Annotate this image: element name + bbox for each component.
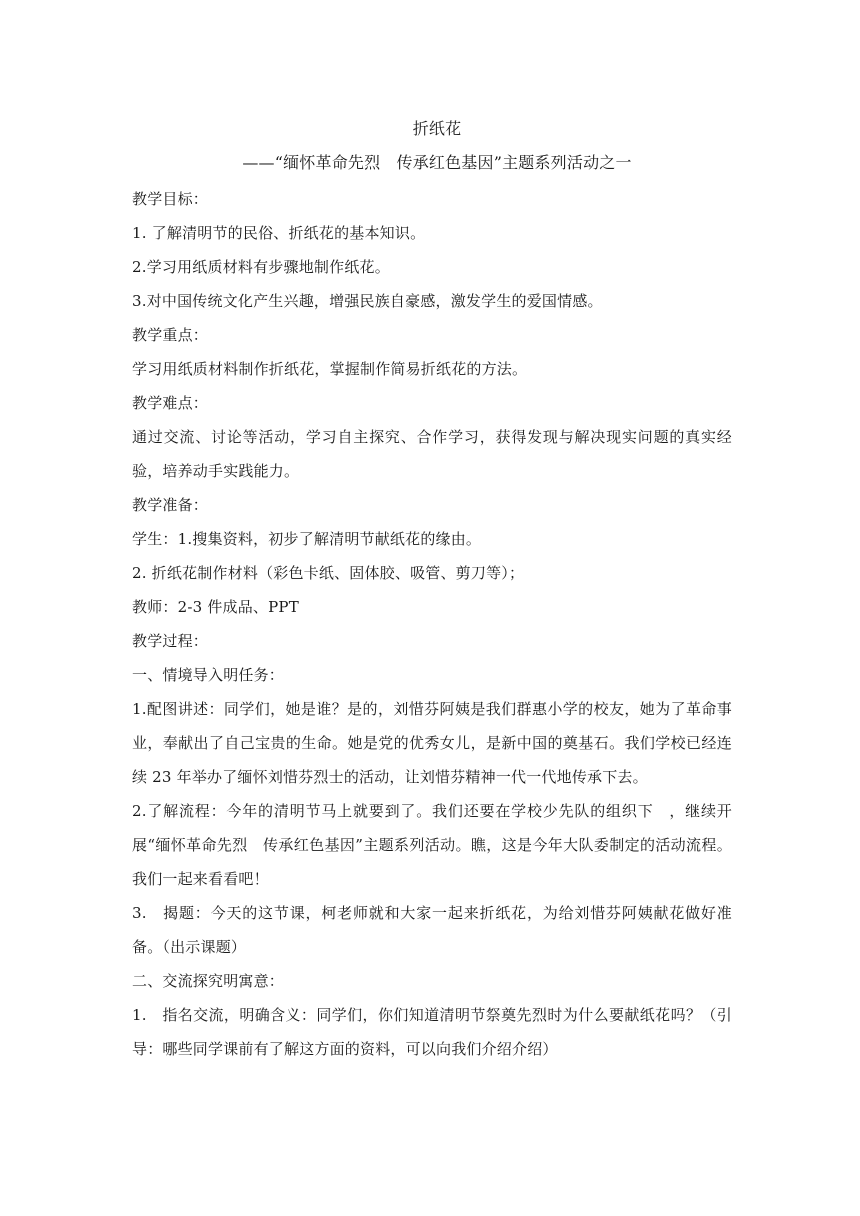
preparation-item: 2. 折纸花制作材料（彩色卡纸、固体胶、吸管、剪刀等）； [132,564,525,582]
subsection-heading: 一、情境导入明任务： [132,666,285,684]
preparation-item: 教师：2-3 件成品、PPT [132,598,299,616]
section-heading-process: 教学过程： [132,632,209,650]
difficulties-text: 通过交流、讨论等活动，学习自主探究、合作学习，获得发现与解决现实问题的真实经验，培养动手实践能力。 [132,428,732,480]
section-heading-objectives: 教学目标： [132,190,209,208]
key-points-text: 学习用纸质材料制作折纸花，掌握制作简易折纸花的方法。 [132,360,528,378]
process-paragraph: 2.了解流程：今年的清明节马上就要到了。我们还要在学校少先队的组织下 ，继续开展“缅怀革命先烈 传承红色基因”主题系列活动。瞧，这是今年大队委制定的活动流程。我们一起来看看吧！ [132,802,732,888]
section-heading-difficulties: 教学难点： [132,394,209,412]
process-paragraph: 1. 指名交流，明确含义：同学们，你们知道清明节祭奠先烈时为什么要献纸花吗？（引导：哪些同学课前有了解这方面的资料，可以向我们介绍介绍） [132,1006,732,1058]
process-paragraph: 1.配图讲述：同学们，她是谁？是的，刘惜芬阿姨是我们群惠小学的校友，她为了革命事业，奉献出了自己宝贵的生命。她是党的优秀女儿，是新中国的奠基石。我们学校已经连续 23 年举办了缅怀刘惜芬烈士的活动，让刘惜芬精神一代一代地传承下去。 [132,700,732,786]
process-paragraph: 3. 揭题：今天的这节课，柯老师就和大家一起来折纸花，为给刘惜芬阿姨献花做好准备。（出示课题） [132,904,732,956]
objective-item: 3.对中国传统文化产生兴趣，增强民族自豪感，激发学生的爱国情感。 [132,292,603,310]
objective-item: 1. 了解清明节的民俗、折纸花的基本知识。 [132,224,426,242]
section-heading-key-points: 教学重点： [132,326,209,344]
objective-item: 2.学习用纸质材料有步骤地制作纸花。 [132,258,390,276]
document-subtitle: ——“缅怀革命先烈 传承红色基因”主题系列活动之一 [242,153,632,172]
preparation-item: 学生：1.搜集资料，初步了解清明节献纸花的缘由。 [132,530,482,548]
section-heading-preparation: 教学准备： [132,496,209,514]
document-title: 折纸花 [412,119,462,138]
document-body [132,114,732,1066]
subsection-heading: 二、交流探究明寓意： [132,972,285,990]
